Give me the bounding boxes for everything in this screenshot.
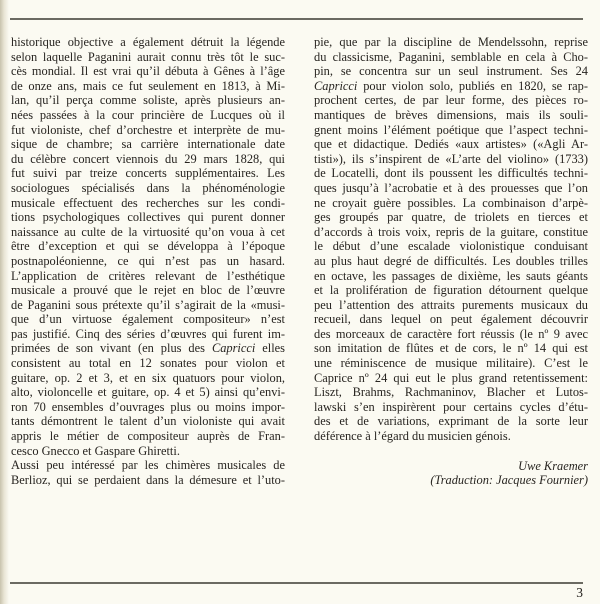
text-line: consistent au total en 12 sonates pour violon et bbox=[11, 356, 285, 371]
text-line: pie, que par la discipline de Mendelssohn, reprise bbox=[314, 35, 588, 49]
text-line: naissance au culte de la virtuosité qu’on voua à cet bbox=[11, 224, 285, 239]
text-line: selon laquelle Paganini aurait connu très tôt le suc- bbox=[11, 49, 285, 64]
text-line: recueil, dans lequel on peut également découvrir bbox=[314, 312, 588, 327]
text-line: L’application de critères relevant de l’esthétique bbox=[11, 268, 285, 283]
text-line: Liszt, Brahms, Rachmaninov, Blacher et Lutos- bbox=[314, 385, 588, 400]
italic-text: Capricci bbox=[211, 341, 256, 356]
top-rule bbox=[10, 18, 583, 20]
text-line: alto, violoncelle et guitare, op. 4 et 5) ainsi qu’envi- bbox=[11, 385, 285, 400]
text-column-right bbox=[314, 35, 588, 488]
italic-text: Capricci bbox=[314, 78, 358, 93]
text-line: musicale a prouvé que le rejet en bloc de l’œuvre bbox=[11, 283, 285, 298]
text-line: pin, se concentra sur un seul instrument. Ses 24 bbox=[314, 64, 588, 79]
text-line: Aussi peu intéressé par les chimères musicales de bbox=[11, 458, 285, 473]
text-line: de onze ans, mais ce fut seulement en 1813, à Mi- bbox=[11, 78, 285, 93]
text-line: en octave, les passages de dixième, les sauts géants bbox=[314, 268, 588, 283]
text-line: historique objective a également détruit la légende bbox=[11, 35, 285, 49]
text-line: de Locatelli, dont ils poussent les difficultés techni- bbox=[314, 166, 588, 181]
text-line: Berlioz, qui se perdaient dans la démesure et l’uto- bbox=[11, 472, 285, 487]
text-line: que d’un virtuose également compositeur» n’est bbox=[11, 312, 285, 327]
text-line: que et didactique. Dediés «aux artistes» («Agli Ar- bbox=[314, 137, 588, 152]
text-line: d’accords à trois voix, repris de la guitare, constitue bbox=[314, 224, 588, 239]
scan-edge-shadow bbox=[0, 0, 9, 604]
text-line: prochent certes, de par leur forme, des pièces ro- bbox=[314, 93, 588, 108]
text-line: postnapoléonienne, ce qui n’est pas un hasard. bbox=[11, 253, 285, 268]
text-line: tions psychologiques collectives qui purent donner bbox=[11, 210, 285, 225]
text-line: tants démontrent le talent d’un violoniste qui avait bbox=[11, 414, 285, 429]
text-line: peu l’attention des attraits purements musicaux du bbox=[314, 297, 588, 312]
text-line: Caprice nº 24 qui eut le plus grand retentissement: bbox=[314, 370, 588, 385]
text-line: musicale effectuent des recherches sur les condi- bbox=[11, 195, 285, 210]
text-column-left bbox=[11, 35, 285, 487]
text-line: primées de son vivant (en plus des Capricci elles bbox=[11, 341, 285, 356]
text-line: le début d’une escalade violonistique conduisant bbox=[314, 239, 588, 254]
text-line: fut violoniste, chef d’orchestre et interprète de mu- bbox=[11, 122, 285, 137]
text-line: ne croyait guère possibles. La combinaison d’arpè- bbox=[314, 195, 588, 210]
text-line: du célèbre concert viennois du 29 mars 1828, qui bbox=[11, 151, 285, 166]
text-line: sique de chambre; sa carrière internationale date bbox=[11, 137, 285, 152]
text-line: ques jusqu’à l’acrobatie et à des prouesses que l’on bbox=[314, 180, 588, 195]
text-line: appris le métier de compositeur auprès de Fran- bbox=[11, 429, 285, 444]
text-line: de Paganini sous prétexte qu’il s’agirait de la «musi- bbox=[11, 297, 285, 312]
text-line: son imitation de flûtes et de cors, le nº 14 qui est bbox=[314, 341, 588, 356]
page-number: 3 bbox=[576, 585, 583, 600]
author-name: Uwe Kraemer bbox=[518, 458, 588, 473]
text-line: Capricci pour violon solo, publiés en 1820, se rap- bbox=[314, 78, 588, 93]
text-line: fut suivi par treize concerts supplémentaires. Les bbox=[11, 166, 285, 181]
text-line: lawski s’en inspirèrent pour certains cycles d’étu- bbox=[314, 399, 588, 414]
text-line: nées passées à la cour princière de Lucques où il bbox=[11, 107, 285, 122]
text-line: des et de variations, exprimant de la sorte leur bbox=[314, 414, 588, 429]
text-line: mantiques de brèves dimensions, mais ils souli- bbox=[314, 107, 588, 122]
text-line: des morceaux de caractère fort réussis (le nº 9 avec bbox=[314, 326, 588, 341]
text-line: et la prolifération de figuration détournent quelque bbox=[314, 283, 588, 298]
text-line: lan, qu’il perça comme soliste, après plusieurs an- bbox=[11, 93, 285, 108]
text-line: gnent moins l’élément poétique que l’aspect techni- bbox=[314, 122, 588, 137]
text-line: du classicisme, Paganini, semblable en cela à Cho- bbox=[314, 49, 588, 64]
text-line: cès mondial. Il est vrai qu’il débuta à Gênes à l’âge bbox=[11, 64, 285, 79]
translation-credit: (Traduction: Jacques Fournier) bbox=[430, 473, 588, 488]
text-line: une réminiscence de musique militaire). C’est le bbox=[314, 356, 588, 371]
text-line: pas justifié. Cinq des séries d’œuvres qui furent im- bbox=[11, 326, 285, 341]
text-line: cesco Gnecco et Gaspare Ghiretti. bbox=[11, 443, 180, 458]
text-line: déférence à l’égard du musicien génois. bbox=[314, 429, 511, 444]
text-line: ges groupés par quatre, de triolets en tierces et bbox=[314, 210, 588, 225]
text-line: tisti»), ils s’inspirent de «L’arte del violino» (1733) bbox=[314, 151, 588, 166]
text-line: être d’exception et qui se développa à l’époque bbox=[11, 239, 285, 254]
bottom-rule bbox=[10, 582, 583, 584]
text-line: au plus haut degré de difficultés. Les doubles trilles bbox=[314, 253, 588, 268]
text-line: ron 70 ensembles d’ouvrages plus ou moins impor- bbox=[11, 399, 285, 414]
signature-block bbox=[314, 459, 588, 488]
text-line: guitare, op. 2 et 3, et en six quatuors pour violon, bbox=[11, 370, 285, 385]
text-line: sociologues spécialisés dans la phénoménologie bbox=[11, 180, 285, 195]
